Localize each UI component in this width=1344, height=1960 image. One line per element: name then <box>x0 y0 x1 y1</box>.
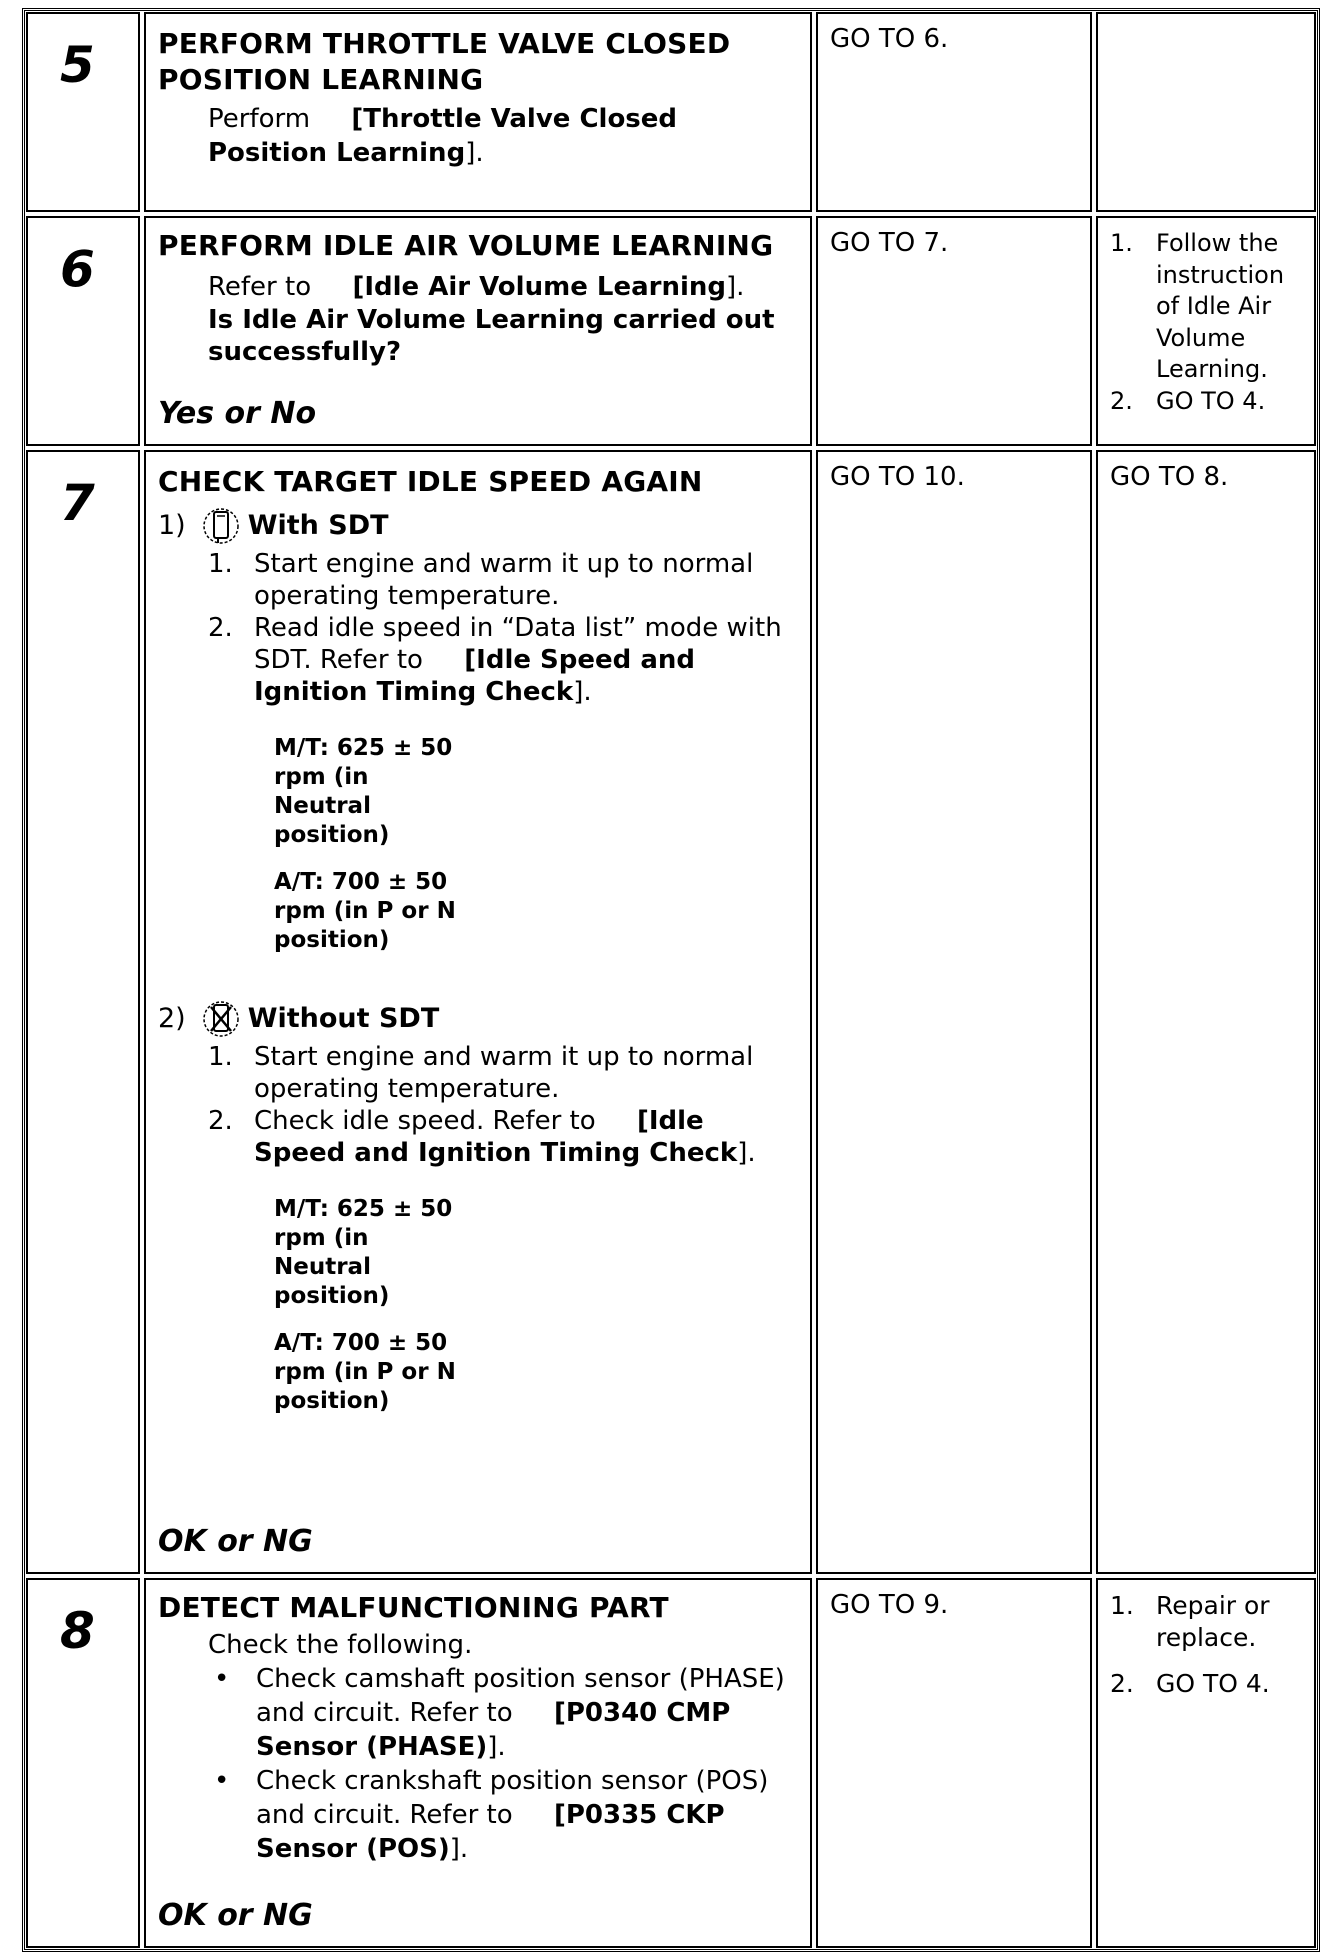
ok-cell <box>816 1578 1092 1948</box>
answer-prompt: Yes or No <box>158 396 317 431</box>
spec-at: A/T: 700 ± 50 rpm (in P or N position) <box>274 1330 456 1414</box>
procedure-link-cont[interactable]: Ignition Timing Check <box>254 677 574 707</box>
ok-cell <box>816 216 1092 446</box>
ng-result-item: 1. Follow the instruction of Idle Air Volume Learning. <box>1110 229 1285 383</box>
step-intro: Check the following. <box>208 1630 473 1660</box>
answer-prompt: OK or NG <box>158 1898 313 1933</box>
step-title: CHECK TARGET IDLE SPEED AGAIN <box>158 465 703 498</box>
spec-mt: M/T: 625 ± 50 rpm (in Neutral position) <box>274 1196 453 1309</box>
step-content-cell <box>144 450 812 1574</box>
step-number-cell <box>26 12 140 212</box>
step-question: Is Idle Air Volume Learning carried out <box>208 305 775 335</box>
procedure-link[interactable]: [Idle <box>636 1106 704 1136</box>
ng-cell <box>1096 1578 1316 1948</box>
spec-at: A/T: 700 ± 50 rpm (in P or N position) <box>274 869 456 953</box>
step-number-cell <box>26 216 140 446</box>
with-sdt-heading: 1) With SDT <box>158 506 798 546</box>
procedure-step: 1. Start engine and warm it up to normal operating temperature. <box>208 549 754 611</box>
procedure-link[interactable]: [P0340 CMP <box>553 1698 731 1728</box>
no-sdt-icon <box>202 999 240 1039</box>
check-item: • Check crankshaft position sensor (POS) and circuit. Refer to [P0335 CKP Sensor (POS)]. <box>214 1766 769 1864</box>
check-item: • Check camshaft position sensor (PHASE) and circuit. Refer to [P0340 CMP Sensor (PHASE)]. <box>214 1664 785 1762</box>
ok-result: GO TO 9. <box>830 1590 949 1620</box>
procedure-step: 1. Start engine and warm it up to normal operating temperature. <box>208 1042 754 1104</box>
step-number-cell <box>26 1578 140 1948</box>
step-number: 5 <box>60 36 95 94</box>
step-content-cell: PERFORM THROTTLE VALVE CLOSED POSITION LEARNING Perform [Throttle Valve Closed Position Learning]. <box>144 12 812 212</box>
procedure-step: 2. Check idle speed. Refer to [Idle Speed and Ignition Timing Check]. <box>208 1106 756 1168</box>
step-instruction: Perform [Throttle Valve Closed <box>208 104 678 134</box>
procedure-link[interactable]: [Idle Air Volume Learning <box>352 272 726 302</box>
step-title: PERFORM IDLE AIR VOLUME LEARNING <box>158 229 774 262</box>
step-title: PERFORM THROTTLE VALVE CLOSED <box>158 27 731 60</box>
procedure-link[interactable]: [P0335 CKP <box>553 1800 725 1830</box>
ok-cell <box>816 450 1092 1574</box>
procedure-link[interactable]: [Throttle Valve Closed <box>351 104 678 134</box>
ng-result: GO TO 8. <box>1110 462 1229 492</box>
ng-cell <box>1096 450 1316 1574</box>
ng-cell <box>1096 12 1316 212</box>
sdt-tool-icon <box>202 506 240 546</box>
step-title-cont: POSITION LEARNING <box>158 63 484 96</box>
without-sdt-heading: 2) Without SDT <box>158 999 798 1039</box>
ok-cell <box>816 12 1092 212</box>
step-number: 6 <box>60 240 95 298</box>
step-number: 7 <box>60 474 95 532</box>
ng-result-item: 2. GO TO 4. <box>1110 386 1266 415</box>
spec-mt: M/T: 625 ± 50 rpm (in Neutral position) <box>274 735 453 848</box>
step-content-cell <box>144 1578 812 1948</box>
procedure-link-cont[interactable]: Position Learning <box>208 138 466 168</box>
step-number-cell <box>26 450 140 1574</box>
procedure-link-cont[interactable]: Speed and Ignition Timing Check <box>254 1138 738 1168</box>
ng-result-list <box>1110 228 1284 417</box>
step-title: DETECT MALFUNCTIONING PART <box>158 1591 669 1624</box>
step-content-cell <box>144 216 812 446</box>
ng-result-item: 1. Repair or replace. <box>1110 1591 1270 1652</box>
ok-result: GO TO 6. <box>830 24 949 54</box>
procedure-link-cont[interactable]: Sensor (PHASE) <box>256 1732 488 1762</box>
ng-result-list <box>1110 1590 1270 1700</box>
ng-result-item: 2. GO TO 4. <box>1110 1669 1270 1698</box>
procedure-link[interactable]: [Idle Speed and <box>464 645 695 675</box>
step-instruction: Refer to [Idle Air Volume Learning]. <box>208 272 745 302</box>
ok-result: GO TO 7. <box>830 228 949 258</box>
answer-prompt: OK or NG <box>158 1524 313 1559</box>
ng-cell <box>1096 216 1316 446</box>
procedure-link-cont[interactable]: Sensor (POS) <box>256 1834 450 1864</box>
step-question-cont: successfully? <box>208 337 402 367</box>
step-number: 8 <box>60 1602 95 1660</box>
procedure-step: 2. Read idle speed in “Data list” mode with SDT. Refer to [Idle Speed and Ignition Timing Check]. <box>208 613 782 707</box>
ok-result: GO TO 10. <box>830 462 965 492</box>
